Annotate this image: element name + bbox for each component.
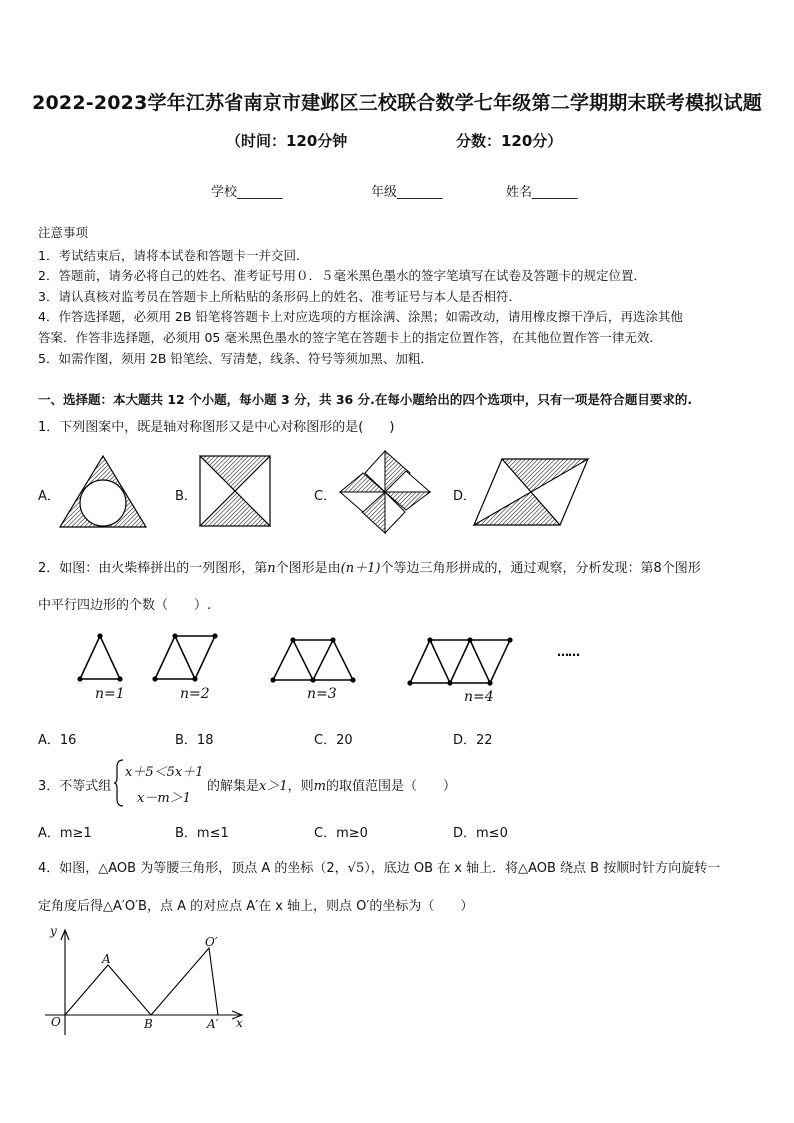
question-4-line2: 定角度后得△A′O′B，点 A 的对应点 A′在 x 轴上，则点 O′的坐标为（ ） [38, 899, 474, 914]
grade-field: 年级_______ [371, 185, 443, 200]
label-o-prime: O′ [205, 935, 218, 949]
label-o: O [51, 1015, 61, 1029]
question-2-line2: 中平行四边形的个数（ ）. [38, 598, 212, 613]
section-heading: 一、选择题：本大题共 12 个小题，每小题 3 分，共 36 分.在每小题给出的四个选项中，只有一项是符合题目要求的. [38, 392, 693, 407]
q3-option-d: D．m≤0 [453, 826, 508, 841]
q1-option-a-label: A． [38, 489, 60, 504]
question-1-stem: 1．下列图案中，既是轴对称图形又是中心对称图形的是( ) [38, 420, 395, 435]
q3-option-b: B．m≤1 [175, 826, 229, 841]
q3-suffix-a: ，则 [287, 779, 314, 794]
q2-num: 8 [653, 561, 662, 576]
q2-continuation-dots: …… [557, 645, 579, 659]
label-y: y [50, 924, 57, 938]
school-field: 学校_______ [211, 185, 283, 200]
q3-condition: x＞1 [259, 779, 288, 794]
exam-title: 2022-2023学年江苏省南京市建邺区三校联合数学七年级第二学期期末联考模拟试题 [32, 92, 762, 114]
q2-option-b: B．18 [175, 733, 214, 748]
q2-expr: (n＋1) [340, 561, 381, 576]
q2-label-n3: n=3 [307, 686, 337, 702]
q3-inequality-1: x＋5＜5x＋1 [125, 765, 204, 780]
q3-suffix-b: 的取值范围是（ ） [325, 779, 456, 794]
score-info: 分数：120分） [456, 132, 563, 150]
q3-inequality-2: x－m＞1 [137, 791, 191, 806]
q4-line1-a: 4．如图，△AOB 为等腰三角形，顶点 A 的坐标（2， [38, 861, 348, 876]
q2-stem-d: 个图形 [661, 561, 701, 576]
q3-option-a: A．m≥1 [38, 826, 92, 841]
q1-option-d-label: D． [453, 489, 477, 504]
note-item: 4．作答选择题，必须用 2B 铅笔将答题卡上对应选项的方框涂满、涂黑；如需改动，请用橡皮擦干净后，再选涂其他 [38, 309, 683, 324]
note-item: 1．考试结束后，请将本试卷和答题卡一并交回． [38, 248, 309, 263]
q2-stem-c: 个等边三角形拼成的，通过观察，分析发现：第 [380, 561, 654, 576]
q2-label-n2: n=2 [180, 686, 210, 702]
q3-prefix: 3．不等式组 [38, 779, 112, 794]
q3-m: m [313, 779, 326, 794]
label-a: A [102, 952, 111, 966]
q4-line1-b: ），底边 OB 在 x 轴上．将△AOB 绕点 B 按顺时针方向旋转一 [364, 861, 721, 876]
q1-option-b-label: B． [175, 489, 197, 504]
q4-sqrt: √5 [347, 861, 365, 876]
q3-option-c: C．m≥0 [314, 826, 368, 841]
q2-label-n1: n=1 [95, 686, 125, 702]
q3-middle: 的解集是 [207, 779, 260, 794]
q1-option-c-label: C． [314, 489, 337, 504]
q2-stem-b: 个图形是由 [275, 561, 341, 576]
label-a-prime: A′ [207, 1017, 219, 1031]
time-info: （时间：120分钟 [226, 132, 348, 150]
notes-heading: 注意事项 [38, 225, 89, 240]
q2-option-a: A．16 [38, 733, 77, 748]
q2-stem-a: 2．如图：由火柴棒拼出的一列图形，第 [38, 561, 268, 576]
note-item: 2．答题前，请务必将自己的姓名、准考证号用０．５毫米黑色墨水的签字笔填写在试卷及答题卡的规定位置． [38, 268, 646, 283]
q2-option-c: C．20 [314, 733, 353, 748]
name-field: 姓名_______ [506, 185, 578, 200]
label-b: B [144, 1017, 153, 1031]
q2-option-d: D．22 [453, 733, 493, 748]
triangle-aob-rotated [151, 948, 218, 1015]
triangle-aob [65, 965, 151, 1015]
label-x: x [236, 1016, 243, 1030]
note-item: 5．如需作图，须用 2B 铅笔绘、写清楚，线条、符号等须加黑、加粗． [38, 351, 433, 366]
q2-n: n [267, 561, 276, 576]
q2-label-n4: n=4 [464, 689, 494, 705]
note-item: 答案．作答非选择题，必须用 05 毫米黑色墨水的签字笔在答题卡上的指定位置作答，在其他位置作答一律无效． [38, 330, 662, 345]
note-item: 3．请认真核对监考员在答题卡上所粘贴的条形码上的姓名、准考证号与本人是否相符． [38, 289, 521, 304]
